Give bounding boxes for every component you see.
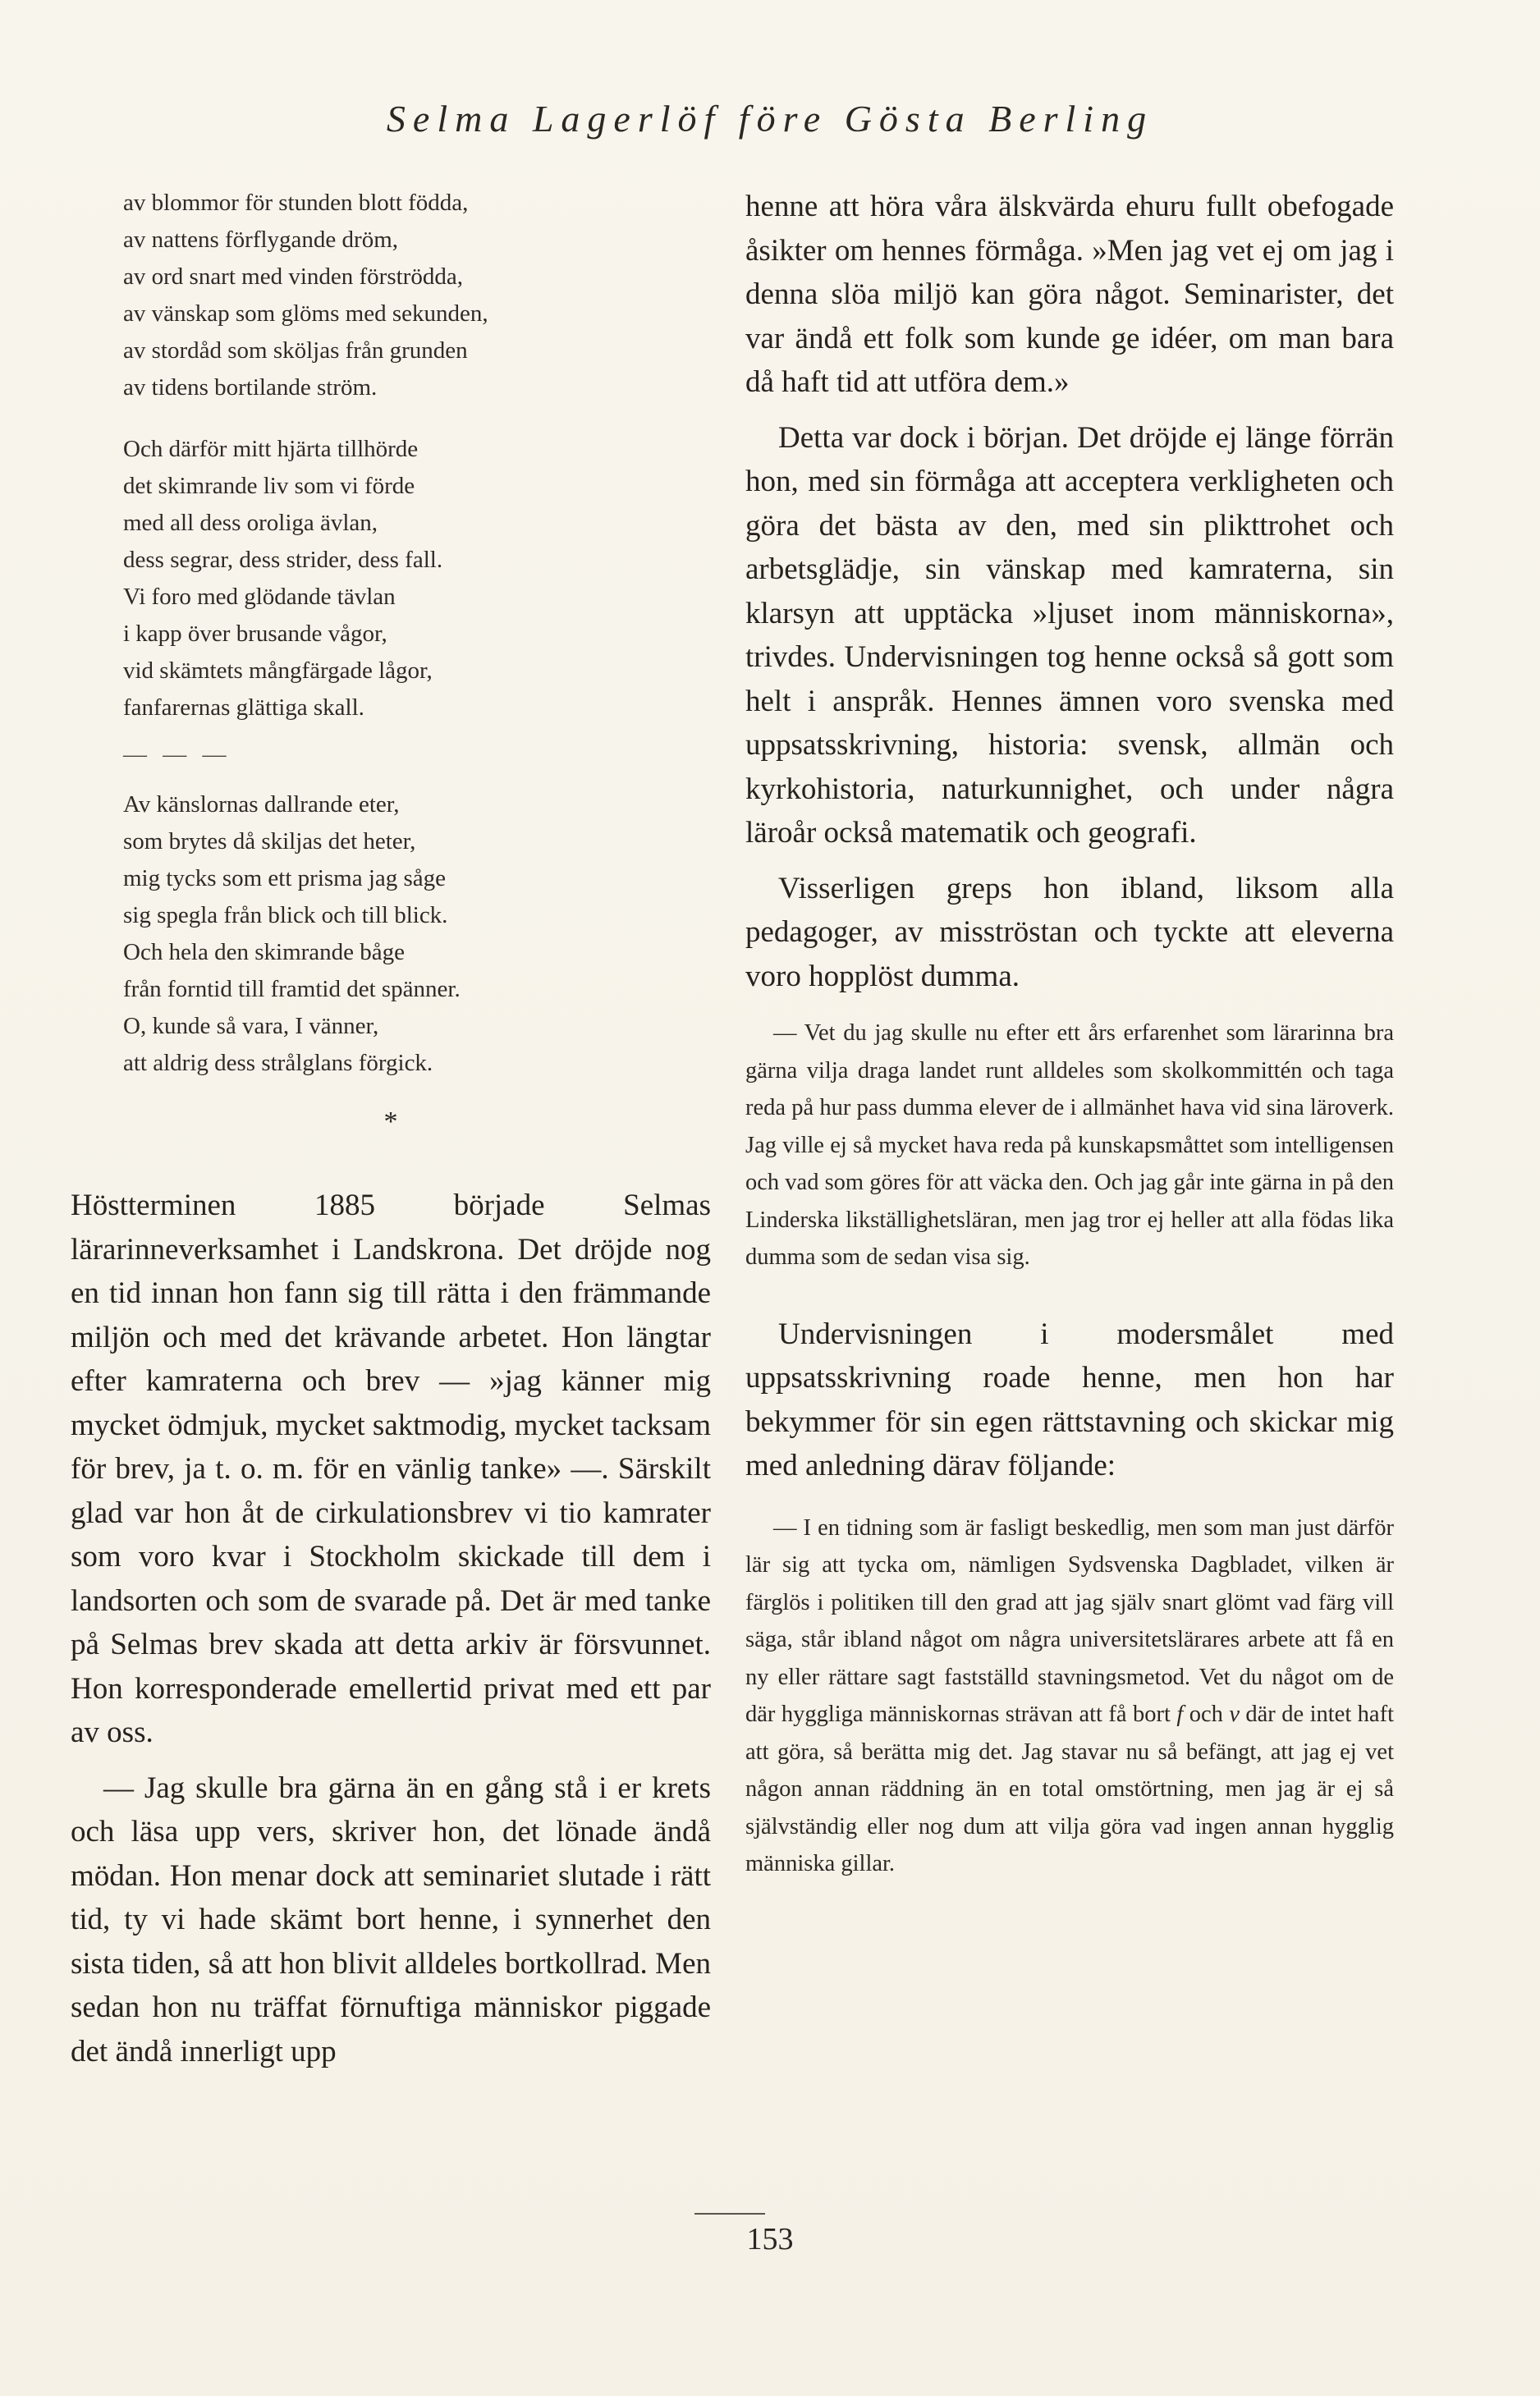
poem-line: Och hela den skimrande båge [123, 939, 406, 965]
italic-letter-f: f [1176, 1702, 1184, 1727]
quote-fragment: — I en tidning som är fasligt beskedlig, men som man just därför lär sig att tycka om, nämligen Sydsvenska Dagbladet, vilken är färglös i politiken till den grad att jag själv snart glömt vad färg vill säga, står ibland något om några universitetslärares arbete att få en ny eller rättare sagt fastställd stavningsmetod. Vet du något om de där hyggliga människornas strävan att få bort [745, 1514, 1394, 1727]
poem-line: med all dess oroliga ävlan, [123, 510, 378, 536]
poem-stanza-2 [123, 431, 711, 726]
paragraph: Visserligen greps hon ibland, liksom alla pedagoger, av misströstan och tyckte att eleverna voro hopplöst dumma. [745, 871, 1394, 993]
paragraph: Detta var dock i början. Det dröjde ej länge förrän hon, med sin förmåga att acceptera verkligheten och göra det bästa av den, med sin plikttrohet och arbetsglädje, sin vänskap med kamraterna, sin klarsyn att upptäcka »ljuset inom människorna», trivdes. Undervisningen tog henne också så gott som helt i anspråk. Hennes ämnen voro svenska med uppsatsskrivning, historia: svensk, allmän och kyrkohistoria, naturkunnighet, och under några läroår också matematik och geografi. [745, 420, 1394, 850]
poem-stanza-3 [123, 786, 711, 1082]
poem-line: Vi foro med glödande tävlan [123, 584, 396, 610]
poem-line: från forntid till framtid det spänner. [123, 976, 461, 1002]
paragraph: Undervisningen i modersmålet med uppsatsskrivning roade henne, men hon har bekymmer för sin egen rättstavning och skickar mig med anledning därav följande: [745, 1317, 1394, 1482]
poem-line: Av känslornas dallrande eter, [123, 791, 400, 818]
quote-text [745, 1510, 1394, 1883]
italic-letter-v: v [1229, 1702, 1240, 1727]
right-body-text [745, 185, 1394, 998]
poem-separator: — — — [123, 741, 231, 767]
poem-line: fanfarernas glättiga skall. [123, 694, 364, 721]
block-quote-1 [745, 1015, 1394, 1276]
block-quote-2 [745, 1510, 1394, 1883]
poem-line: av tidens bortilande ström. [123, 374, 378, 401]
paragraph: — Jag skulle bra gärna än en gång stå i er krets och läsa upp vers, skriver hon, det lönade ändå mödan. Hon menar dock att seminariet slutade i rätt tid, ty vi hade skämt bort henne, i synnerhet den sista tiden, så att hon blivit alldeles bortkollrad. Men sedan hon nu träffat förnuftiga människor piggade det ändå innerligt upp [71, 1771, 711, 2068]
poem-line: mig tycks som ett prisma jag såge [123, 865, 447, 891]
poem-line: av vänskap som glöms med sekunden, [123, 300, 488, 327]
poem-line: att aldrig dess strålglans förgick. [123, 1050, 433, 1076]
left-column [71, 185, 711, 2073]
poem-line: sig spegla från blick och till blick. [123, 902, 448, 928]
running-head: Selma Lagerlöf före Gösta Berling [386, 98, 1154, 140]
right-column [745, 185, 1394, 1919]
paragraph: Höstterminen 1885 började Selmas lärarinneverksamhet i Landskrona. Det dröjde nog en tid innan hon fann sig till rätta i den främmande miljön och med det krävande arbetet. Hon längtar efter kamraterna och brev — »jag känner mig mycket ödmjuk, mycket saktmodig, mycket tacksam för brev, ja t. o. m. för en vänlig tanke» —. Särskilt glad var hon åt de cirkulationsbrev vi tio kamrater som voro kvar i Stockholm skickade till dem i landsorten och som de svarade på. Det är med tanke på Selmas brev skada att detta arkiv är försvunnet. Hon korresponderade emellertid privat med ett par av oss. [71, 1189, 711, 1749]
paragraph: henne att höra våra älskvärda ehuru fullt obefogade åsikter om hennes förmåga. »Men jag vet ej om jag i denna slöa miljö kan göra något. Seminarister, det var ändå ett folk som kunde ge idéer, om man bara då haft tid att utföra dem.» [745, 190, 1394, 399]
folio-rule [694, 2213, 765, 2215]
left-body-text [71, 1184, 711, 2073]
quote-fragment: och [1183, 1702, 1230, 1727]
poem-line: som brytes då skiljas det heter, [123, 828, 416, 854]
quote-fragment: där de intet haft att göra, så berätta mig det. Jag stavar nu så befängt, att jag ej vet någon annan räddning än en total omstörtning, men jag är ej så självständig eller nog dum att vilja göra vad ingen annan hygglig människa gillar. [745, 1702, 1394, 1876]
poem-line: i kapp över brusande vågor, [123, 621, 387, 647]
poem-line: av blommor för stunden blott födda, [123, 190, 469, 216]
poem-line: Och därför mitt hjärta tillhörde [123, 436, 419, 462]
page-number: 153 [746, 2222, 794, 2256]
poem-stanza-1 [123, 185, 711, 406]
right-body-text-2 [745, 1313, 1394, 1488]
section-asterisk: * [383, 1106, 398, 1137]
poem-line: vid skämtets mångfärgade lågor, [123, 657, 433, 684]
quote-text: — Vet du jag skulle nu efter ett års erfarenhet som lärarinna bra gärna vilja draga landet runt alldeles som skolkommittén och taga reda på hur pass dumma elever de i allmänhet hava vid sina läroverk. Jag ville ej så mycket hava reda på kunskapsmåttet som intelligensen och vad som göres för att väcka den. Och jag går inte gärna in på den Linderska likställighetsläran, men jag tror ej heller att alla födas lika dumma som de sedan visa sig. [745, 1020, 1394, 1270]
poem-line: det skimrande liv som vi förde [123, 473, 415, 499]
poem-line: O, kunde så vara, I vänner, [123, 1013, 379, 1039]
poem-line: dess segrar, dess strider, dess fall. [123, 547, 443, 573]
poem-line: av ord snart med vinden förströdda, [123, 263, 463, 290]
poem-line: av stordåd som sköljas från grunden [123, 337, 468, 364]
poem-line: av nattens förflygande dröm, [123, 227, 399, 253]
